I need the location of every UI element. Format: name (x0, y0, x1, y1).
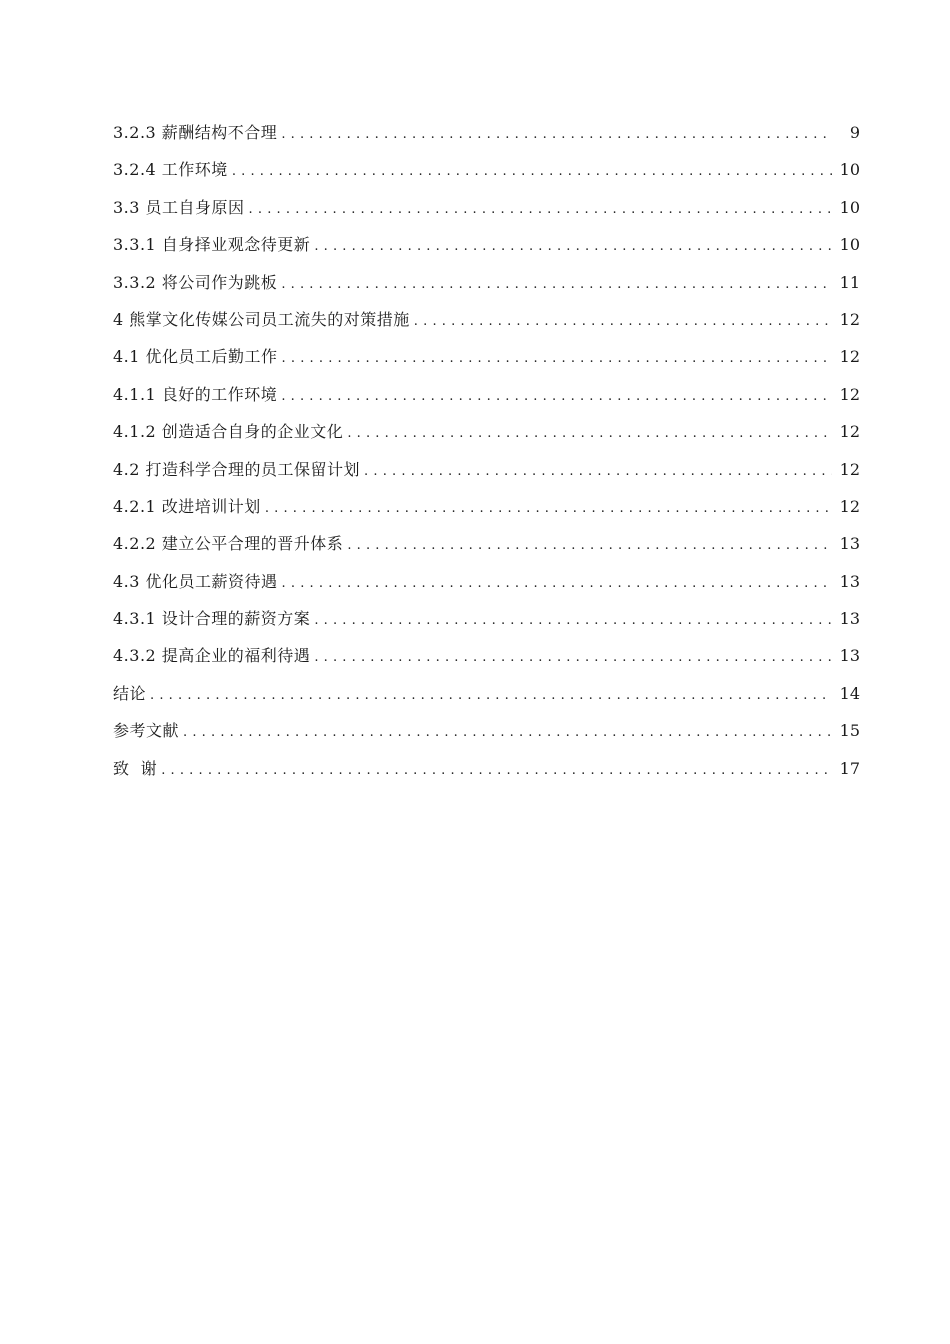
toc-dot-leader (314, 639, 832, 676)
toc-entry-page: 15 (839, 721, 860, 741)
toc-entry-label: 4.3.1 设计合理的薪资方案 (113, 609, 311, 629)
toc-entry-label: 4.2.2 建立公平合理的晋升体系 (113, 534, 344, 554)
toc-entry[interactable] (113, 488, 860, 525)
toc-entry[interactable] (113, 563, 860, 600)
toc-entry-page: 12 (839, 384, 860, 404)
toc-entry-label: 结论 (113, 683, 147, 703)
toc-entry-label: 参考文献 (113, 721, 180, 741)
toc-entry-page: 13 (839, 571, 860, 591)
toc-entry-page: 10 (839, 235, 860, 255)
toc-entry[interactable] (113, 264, 860, 301)
toc-entry-label: 4.2.1 改进培训计划 (113, 496, 261, 516)
toc-entry[interactable] (113, 675, 860, 712)
toc-dot-leader (281, 116, 832, 153)
toc-entry-page: 12 (839, 309, 860, 329)
toc-entry[interactable] (113, 451, 860, 488)
toc-dot-leader (232, 153, 832, 190)
toc-entry-page: 12 (839, 422, 860, 442)
toc-entry-page: 10 (839, 160, 860, 180)
toc-entry[interactable] (113, 413, 860, 450)
toc-entry-page: 12 (839, 459, 860, 479)
toc-dot-leader (183, 714, 832, 751)
toc-entry-page: 14 (839, 683, 860, 703)
toc-entry-page: 9 (849, 123, 860, 142)
toc-entry-label: 4.1.1 良好的工作环境 (113, 384, 278, 404)
toc-entry-label: 4.3 优化员工薪资待遇 (113, 571, 278, 591)
toc-entry-label: 3.2.3 薪酬结构不合理 (113, 123, 278, 142)
toc-dot-leader (414, 303, 832, 340)
toc-dot-leader (347, 527, 832, 564)
toc-dot-leader (161, 752, 832, 789)
toc-entry-page: 13 (839, 646, 860, 666)
toc-entry[interactable] (113, 226, 860, 263)
toc-dot-leader (249, 191, 832, 228)
toc-entry[interactable] (113, 301, 860, 338)
toc-dot-leader (364, 453, 832, 490)
toc-entry-page: 12 (839, 496, 860, 516)
toc-entry[interactable] (113, 712, 860, 749)
toc-entry-label: 致 谢 (113, 758, 158, 778)
toc-entry-page: 12 (839, 347, 860, 367)
toc-dot-leader (314, 228, 832, 265)
toc-entry-label: 3.3 员工自身原因 (113, 197, 245, 217)
toc-entry[interactable] (113, 525, 860, 562)
toc-dot-leader (281, 378, 832, 415)
toc-entry-label: 3.2.4 工作环境 (113, 160, 228, 180)
toc-dot-leader (347, 415, 832, 452)
toc-entry-page: 13 (839, 609, 860, 629)
toc-entry-page: 13 (839, 534, 860, 554)
toc-entry-page: 10 (839, 197, 860, 217)
toc-entry-label: 4 熊掌文化传媒公司员工流失的对策措施 (113, 309, 410, 329)
toc-entry-label: 3.3.1 自身择业观念待更新 (113, 235, 311, 255)
toc-entry[interactable] (113, 114, 860, 151)
toc-entry[interactable] (113, 189, 860, 226)
toc-entry[interactable] (113, 376, 860, 413)
toc-entry-label: 3.3.2 将公司作为跳板 (113, 272, 278, 292)
table-of-contents (113, 114, 860, 787)
toc-entry-label: 4.1 优化员工后勤工作 (113, 347, 278, 367)
toc-entry[interactable] (113, 637, 860, 674)
toc-dot-leader (314, 602, 832, 639)
toc-entry-page: 11 (839, 272, 860, 292)
toc-entry[interactable] (113, 338, 860, 375)
toc-entry-label: 4.3.2 提高企业的福利待遇 (113, 646, 311, 666)
toc-dot-leader (282, 340, 832, 377)
toc-entry-label: 4.2 打造科学合理的员工保留计划 (113, 459, 361, 479)
toc-entry[interactable] (113, 151, 860, 188)
toc-entry[interactable] (113, 600, 860, 637)
toc-entry[interactable] (113, 750, 860, 787)
toc-dot-leader (282, 565, 832, 602)
toc-dot-leader (281, 266, 832, 303)
toc-dot-leader (150, 677, 832, 714)
toc-dot-leader (265, 490, 832, 527)
toc-entry-label: 4.1.2 创造适合自身的企业文化 (113, 422, 344, 442)
toc-entry-page: 17 (839, 758, 860, 778)
